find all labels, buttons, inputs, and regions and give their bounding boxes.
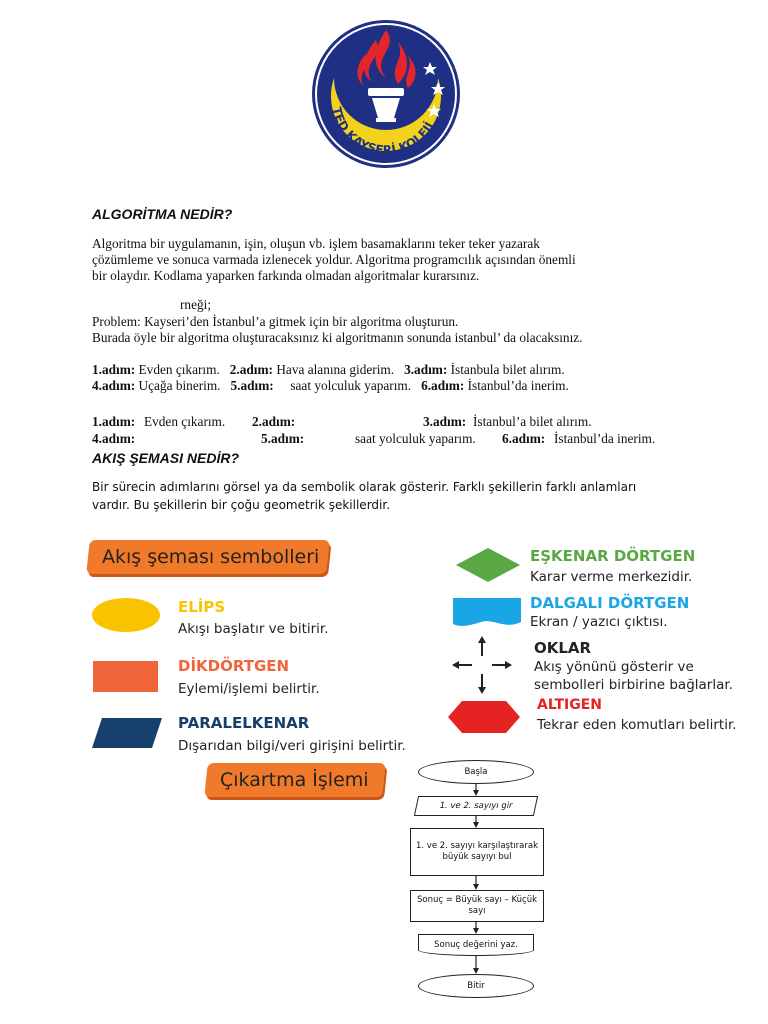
ellipse-desc: Akışı başlatır ve bitirir. <box>178 621 329 637</box>
arrows-desc-line: Akış yönünü gösterir ve <box>534 659 694 675</box>
problem-line: Burada öyle bir algoritma oluşturacaksınız ki algoritmanın sonunda istanbul’ da olacaksınız. <box>92 330 583 345</box>
svg-text:TED KAYSERİ KOLEJİ: TED KAYSERİ KOLEJİ <box>329 105 437 158</box>
algorithm-line: Algoritma bir uygulamanın, işin, oluşun vb. işlem basamaklarını teker teker yazarak <box>92 236 540 251</box>
step-text: İstanbul’a bilet alırım. <box>473 414 592 429</box>
symbols-banner <box>86 540 330 574</box>
flow-diagram <box>400 756 570 1002</box>
wavy-rectangle-desc: Ekran / yazıcı çıktısı. <box>530 614 668 630</box>
arrows-desc <box>534 658 733 694</box>
hexagon-shape <box>448 701 520 733</box>
steps-list-b <box>92 414 732 448</box>
ellipse-shape <box>92 598 160 632</box>
step-text: İstanbul’da inerim. <box>467 378 569 393</box>
parallelogram-shape <box>92 718 162 748</box>
flow-end: Bitir <box>418 974 534 998</box>
step-label: 4.adım: <box>92 378 136 393</box>
flow-output: Sonuç değerini yaz. <box>418 934 534 956</box>
diamond-desc: Karar verme merkezidir. <box>530 569 693 585</box>
step-label: 6.adım: <box>421 378 465 393</box>
school-logo <box>310 18 462 170</box>
step-text: saat yolculuk yaparım. <box>290 378 412 393</box>
step-label: 2.adım: <box>229 362 273 377</box>
arrows-icon <box>452 636 512 694</box>
arrows-title: OKLAR <box>534 639 592 657</box>
diamond-title: EŞKENAR DÖRTGEN <box>530 547 696 565</box>
example-label: rneği; <box>180 297 212 312</box>
steps-list-a <box>92 362 732 394</box>
step-label: 1.adım: <box>92 414 136 429</box>
rectangle-shape <box>93 661 158 692</box>
flow-start: Başla <box>418 760 534 784</box>
wavy-rectangle-shape <box>453 598 521 628</box>
flowchart-line: vardır. Bu şekillerin bir çoğu geometrik şekillerdir. <box>92 498 391 512</box>
step-text: saat yolculuk yaparım. <box>355 431 476 446</box>
algorithm-line: bir olaydır. Kodlama yaparken farkında olmadan algoritmalar kurarsınız. <box>92 268 480 283</box>
flowchart-description <box>92 478 692 514</box>
flowchart-line: Bir sürecin adımlarını görsel ya da sembolik olarak gösterir. Farklı şekillerin farklı anlamları <box>92 480 637 494</box>
step-text: Hava alanına giderim. <box>276 362 395 377</box>
algorithm-heading: ALGORİTMA NEDİR? <box>92 206 233 222</box>
ellipse-title: ELİPS <box>178 598 226 616</box>
arrows-desc-line: sembolleri birbirine bağlarlar. <box>534 677 733 693</box>
parallelogram-title: PARALELKENAR <box>178 714 310 732</box>
step-label: 2.adım: <box>252 414 296 429</box>
step-text: Uçağa binerim. <box>138 378 221 393</box>
step-text: Evden çıkarım. <box>144 414 226 429</box>
step-text: Evden çıkarım. <box>138 362 220 377</box>
parallelogram-desc: Dışarıdan bilgi/veri girişini belirtir. <box>178 738 406 754</box>
subtraction-banner-label: Çıkartma İşlemi <box>220 769 369 791</box>
hexagon-title: ALTIGEN <box>537 697 602 713</box>
step-label: 5.adım: <box>230 378 274 393</box>
rectangle-desc: Eylemi/işlemi belirtir. <box>178 681 320 697</box>
algorithm-description <box>92 236 692 284</box>
algorithm-line: çözümleme ve sonuca varmada izlenecek yoldur. Algoritma programcılık açısından önemli <box>92 252 576 267</box>
step-text: İstanbul’da inerim. <box>554 431 656 446</box>
step-label: 1.adım: <box>92 362 136 377</box>
step-label: 3.adım: <box>404 362 448 377</box>
step-text: İstanbula bilet alırım. <box>450 362 565 377</box>
flow-compare: 1. ve 2. sayıyı karşılaştırarak büyük sayıyı bul <box>410 828 544 876</box>
flow-result: Sonuç = Büyük sayı – Küçük sayı <box>410 890 544 922</box>
subtraction-banner <box>204 763 386 797</box>
rectangle-title: DİKDÖRTGEN <box>178 657 290 675</box>
wavy-rectangle-title: DALGALI DÖRTGEN <box>530 594 690 612</box>
diamond-shape <box>456 548 520 582</box>
step-label: 6.adım: <box>502 431 546 446</box>
step-label: 3.adım: <box>423 414 467 429</box>
flowchart-heading: AKIŞ ŞEMASI NEDİR? <box>92 450 240 466</box>
step-label: 4.adım: <box>92 431 136 446</box>
hexagon-desc: Tekrar eden komutları belirtir. <box>537 717 737 733</box>
problem-text <box>92 314 732 346</box>
symbols-banner-label: Akış şeması sembolleri <box>102 546 320 568</box>
problem-line: Problem: Kayseri’den İstanbul’a gitmek için bir algoritma oluşturun. <box>92 314 459 329</box>
step-label: 5.adım: <box>261 431 305 446</box>
flow-input: 1. ve 2. sayıyı gir <box>414 796 538 816</box>
